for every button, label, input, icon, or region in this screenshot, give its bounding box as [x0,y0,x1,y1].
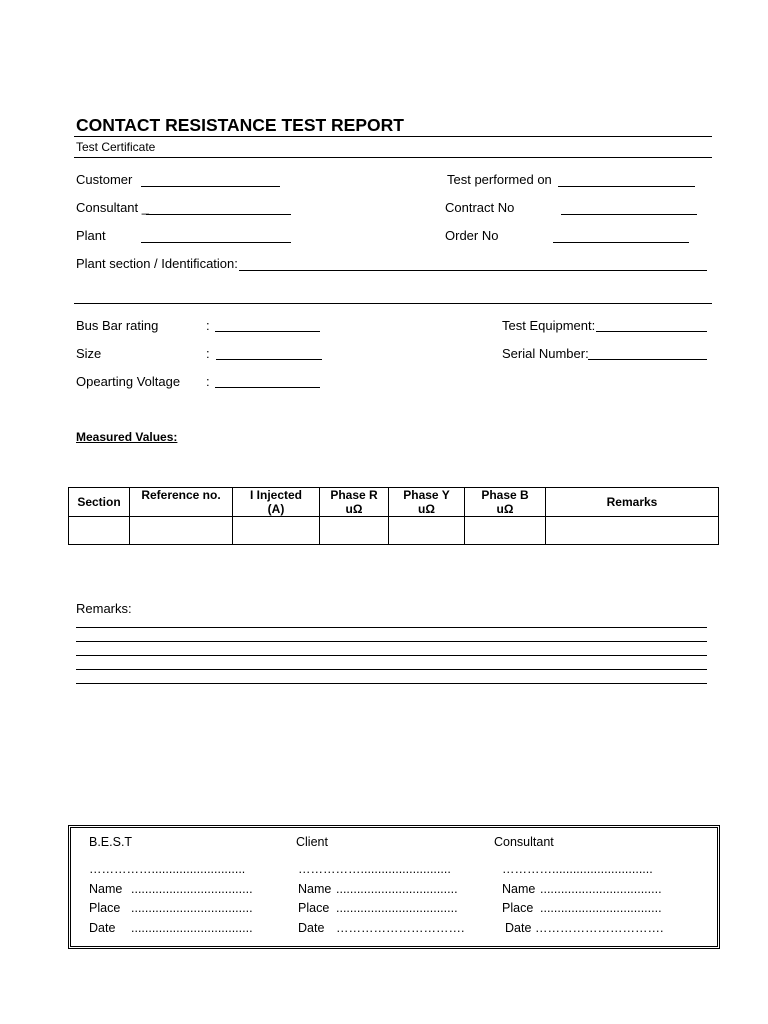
signature-header-best: B.E.S.T [89,835,133,849]
contract-no-field[interactable] [561,214,697,215]
measured-values-heading: Measured Values: [76,430,178,444]
cell-section[interactable] [69,517,130,545]
date-label-best: Date [89,921,116,935]
contract-no-label: Contract No [445,200,515,215]
title-rule [74,136,712,137]
date-field-consultant[interactable]: …………………………. [535,921,664,935]
voltage-colon: : [206,374,210,389]
date-label-client: Date [298,921,325,935]
consultant-label: Consultant _ [76,200,149,215]
test-performed-on-field[interactable] [558,186,695,187]
signature-line-best[interactable]: ……………........................... [89,862,246,876]
bus-bar-colon: : [206,318,210,333]
name-field-client[interactable]: ................................... [336,882,458,896]
col-header-i-injected: I Injected (A) [233,488,320,517]
date-field-best[interactable]: ................................... [131,921,253,935]
remarks-line-2[interactable] [76,641,707,642]
table-row [69,517,719,545]
cell-phase-y[interactable] [389,517,465,545]
remarks-line-3[interactable] [76,655,707,656]
test-performed-on-label: Test performed on [447,172,552,187]
name-field-consultant[interactable]: ................................... [540,882,662,896]
date-label-consultant: Date [505,921,532,935]
plant-section-field[interactable] [239,270,707,271]
signature-line-consultant[interactable]: …………............................. [502,862,653,876]
plant-label: Plant [76,228,106,243]
plant-section-label: Plant section / Identification: [76,256,238,271]
name-label-consultant: Name [502,882,536,896]
remarks-label: Remarks: [76,601,132,616]
customer-field[interactable] [141,186,280,187]
report-subtitle: Test Certificate [76,140,156,154]
operating-voltage-label: Opearting Voltage [76,374,181,389]
report-title: CONTACT RESISTANCE TEST REPORT [76,115,404,135]
customer-label: Customer [76,172,133,187]
col-header-reference-no: Reference no. [130,488,233,517]
name-label-best: Name [89,882,123,896]
place-field-client[interactable]: ................................... [336,901,458,915]
section-rule [74,303,712,304]
operating-voltage-field[interactable] [215,387,320,388]
remarks-line-1[interactable] [76,627,707,628]
consultant-field[interactable] [146,214,291,215]
cell-i-injected[interactable] [233,517,320,545]
col-header-phase-r: Phase R uΩ [320,488,389,517]
name-label-client: Name [298,882,332,896]
remarks-line-4[interactable] [76,669,707,670]
size-label: Size [76,346,102,361]
serial-number-field[interactable] [588,359,707,360]
size-colon: : [206,346,210,361]
signature-line-client[interactable]: …………….......................... [298,862,451,876]
test-equipment-label: Test Equipment: [502,318,596,333]
cell-reference-no[interactable] [130,517,233,545]
place-field-best[interactable]: ................................... [131,901,253,915]
serial-number-label: Serial Number: [502,346,589,361]
place-field-consultant[interactable]: ................................... [540,901,662,915]
col-header-phase-b: Phase B uΩ [465,488,546,517]
bus-bar-rating-field[interactable] [215,331,320,332]
place-label-consultant: Place [502,901,534,915]
col-header-remarks: Remarks [546,488,719,517]
cell-remarks[interactable] [546,517,719,545]
bus-bar-rating-label: Bus Bar rating [76,318,159,333]
col-header-section: Section [69,488,130,517]
name-field-best[interactable]: ................................... [131,882,253,896]
subtitle-rule [74,157,712,158]
date-field-client[interactable]: …………………………. [336,921,465,935]
test-equipment-field[interactable] [596,331,707,332]
plant-field[interactable] [141,242,291,243]
order-no-field[interactable] [553,242,689,243]
place-label-best: Place [89,901,121,915]
remarks-line-5[interactable] [76,683,707,684]
order-no-label: Order No [445,228,499,243]
place-label-client: Place [298,901,330,915]
col-header-phase-y: Phase Y uΩ [389,488,465,517]
size-field[interactable] [216,359,322,360]
signature-header-client: Client [296,835,328,849]
measured-values-table [68,487,719,545]
signature-header-consultant: Consultant [494,835,554,849]
table-header-row [69,488,719,517]
cell-phase-r[interactable] [320,517,389,545]
cell-phase-b[interactable] [465,517,546,545]
